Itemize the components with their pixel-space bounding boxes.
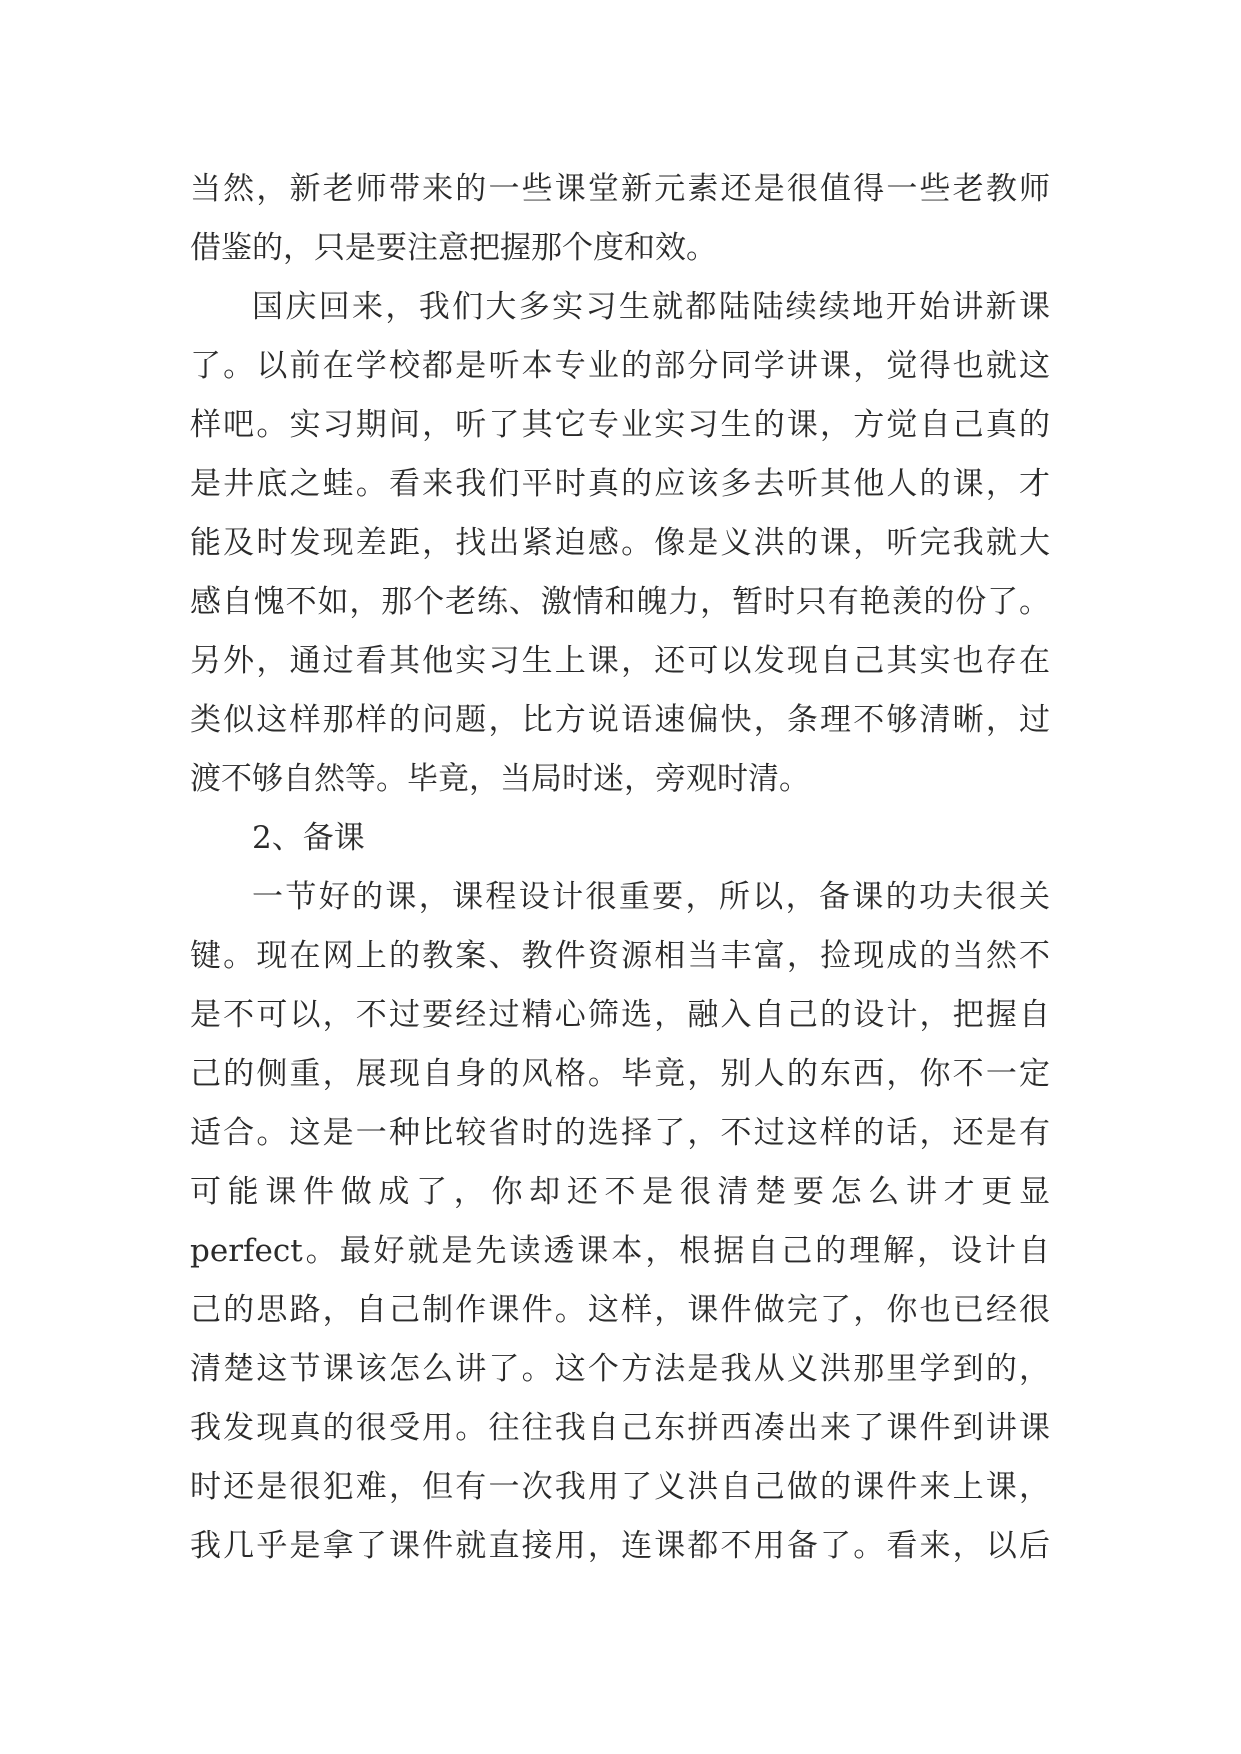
text-line: 我发现真的很受用。往往我自己东拼西凑出来了课件到讲课 (190, 1410, 1050, 1446)
text-line: perfect。最好就是先读透课本，根据自己的理解，设计自 (190, 1233, 1050, 1269)
document-body (190, 160, 1050, 1576)
text-line: 类似这样那样的问题，比方说语速偏快，条理不够清晰，过 (190, 702, 1050, 738)
text-line: 一节好的课，课程设计很重要，所以，备课的功夫很关 (252, 879, 1050, 915)
section-heading: 2、备课 (252, 820, 365, 856)
text-line: 我几乎是拿了课件就直接用，连课都不用备了。看来，以后 (190, 1528, 1050, 1564)
text-line: 另外，通过看其他实习生上课，还可以发现自己其实也存在 (190, 643, 1050, 679)
text-line: 己的思路，自己制作课件。这样，课件做完了，你也已经很 (190, 1292, 1050, 1328)
paragraph-2 (190, 278, 1050, 809)
text-line: 当然，新老师带来的一些课堂新元素还是很值得一些老教师 (190, 171, 1050, 207)
text-line: 借鉴的，只是要注意把握那个度和效。 (190, 230, 717, 266)
text-line: 能及时发现差距，找出紧迫感。像是义洪的课，听完我就大 (190, 525, 1050, 561)
text-line: 适合。这是一种比较省时的选择了，不过这样的话，还是有 (190, 1115, 1050, 1151)
text-line: 时还是很犯难，但有一次我用了义洪自己做的课件来上课， (190, 1469, 1050, 1505)
text-line: 己的侧重，展现自身的风格。毕竟，别人的东西，你不一定 (190, 1056, 1050, 1092)
text-line: 键。现在网上的教案、教件资源相当丰富，捡现成的当然不 (190, 938, 1050, 974)
text-line: 样吧。实习期间，听了其它专业实习生的课，方觉自己真的 (190, 407, 1050, 443)
text-line: 可能课件做成了，你却还不是很清楚要怎么讲才更显 (190, 1174, 1050, 1210)
paragraph-1 (190, 160, 1050, 278)
text-line: 国庆回来，我们大多实习生就都陆陆续续地开始讲新课 (252, 289, 1050, 325)
text-line: 感自愧不如，那个老练、激情和魄力，暂时只有艳羡的份了。 (190, 584, 1050, 620)
text-line: 渡不够自然等。毕竟，当局时迷，旁观时清。 (190, 761, 810, 797)
text-line: 了。以前在学校都是听本专业的部分同学讲课，觉得也就这 (190, 348, 1050, 384)
paragraph-3 (190, 868, 1050, 1576)
text-line: 是不可以，不过要经过精心筛选，融入自己的设计，把握自 (190, 997, 1050, 1033)
text-line: 清楚这节课该怎么讲了。这个方法是我从义洪那里学到的， (190, 1351, 1050, 1387)
text-line: 是井底之蛙。看来我们平时真的应该多去听其他人的课，才 (190, 466, 1050, 502)
